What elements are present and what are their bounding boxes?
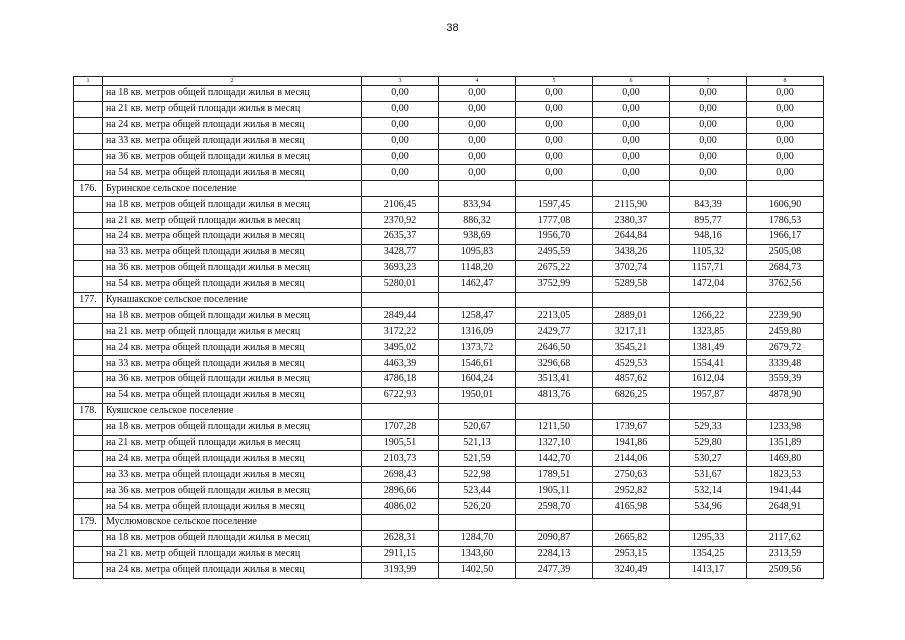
value-cell: 0,00 [516,117,593,133]
row-label: на 36 кв. метров общей площади жилья в месяц [103,149,362,165]
empty-cell [74,229,103,245]
value-cell: 1612,04 [670,372,747,388]
value-cell: 938,69 [439,229,516,245]
value-cell: 5280,01 [362,276,439,292]
value-cell: 2911,15 [362,546,439,562]
value-cell: 2679,72 [747,340,824,356]
row-label: на 33 кв. метра общей площади жилья в месяц [103,356,362,372]
empty-cell [74,244,103,260]
row-label: на 36 кв. метров общей площади жилья в месяц [103,483,362,499]
value-cell: 0,00 [439,101,516,117]
value-cell: 0,00 [593,165,670,181]
value-cell: 0,00 [439,149,516,165]
value-cell: 1554,41 [670,356,747,372]
empty-cell [74,387,103,403]
row-label: на 54 кв. метра общей площади жилья в месяц [103,499,362,515]
table-row [74,356,824,372]
page-number: 38 [446,22,459,34]
value-cell: 895,77 [670,213,747,229]
value-cell: 0,00 [362,133,439,149]
value-cell: 0,00 [670,101,747,117]
table-row [74,197,824,213]
table-row [74,86,824,102]
table-row [74,308,824,324]
value-cell: 526,20 [439,499,516,515]
value-cell: 2380,37 [593,213,670,229]
value-cell: 1233,98 [747,419,824,435]
group-index: 177. [74,292,103,308]
value-cell: 3193,99 [362,562,439,578]
value-cell: 1095,83 [439,244,516,260]
value-cell: 2313,59 [747,546,824,562]
value-cell: 2117,62 [747,530,824,546]
value-cell: 1546,61 [439,356,516,372]
value-cell: 532,14 [670,483,747,499]
empty-cell [74,483,103,499]
value-cell: 2459,80 [747,324,824,340]
empty-cell [74,260,103,276]
value-cell: 6826,25 [593,387,670,403]
value-cell: 0,00 [593,117,670,133]
value-cell: 1957,87 [670,387,747,403]
value-cell: 0,00 [747,133,824,149]
value-cell: 4529,53 [593,356,670,372]
column-number: 5 [516,77,593,86]
empty-cell [74,197,103,213]
value-cell: 0,00 [439,133,516,149]
empty-cell [516,515,593,531]
value-cell: 1469,80 [747,451,824,467]
value-cell: 2698,43 [362,467,439,483]
value-cell: 3339,48 [747,356,824,372]
table-row [74,451,824,467]
value-cell: 0,00 [439,165,516,181]
value-cell: 886,32 [439,213,516,229]
value-cell: 3495,02 [362,340,439,356]
value-cell: 1351,89 [747,435,824,451]
column-number: 3 [362,77,439,86]
value-cell: 1777,08 [516,213,593,229]
empty-cell [593,181,670,197]
table-row [74,372,824,388]
empty-cell [439,515,516,531]
value-cell: 1148,20 [439,260,516,276]
value-cell: 0,00 [747,101,824,117]
value-cell: 0,00 [362,101,439,117]
value-cell: 0,00 [670,133,747,149]
value-cell: 1739,67 [593,419,670,435]
table-row [74,165,824,181]
value-cell: 3702,74 [593,260,670,276]
value-cell: 531,67 [670,467,747,483]
group-index: 178. [74,403,103,419]
table-row [74,340,824,356]
value-cell: 3240,49 [593,562,670,578]
row-label: на 21 кв. метр общей площади жилья в месяц [103,546,362,562]
empty-cell [74,133,103,149]
value-cell: 2598,70 [516,499,593,515]
value-cell: 0,00 [593,149,670,165]
empty-cell [747,403,824,419]
empty-cell [74,324,103,340]
table-row [74,133,824,149]
value-cell: 948,16 [670,229,747,245]
empty-cell [439,181,516,197]
empty-cell [74,276,103,292]
empty-cell [74,530,103,546]
value-cell: 0,00 [747,117,824,133]
value-cell: 0,00 [670,117,747,133]
value-cell: 1354,25 [670,546,747,562]
value-cell: 0,00 [593,101,670,117]
value-cell: 2213,05 [516,308,593,324]
value-cell: 6722,93 [362,387,439,403]
row-label: на 18 кв. метров общей площади жилья в месяц [103,419,362,435]
value-cell: 2505,08 [747,244,824,260]
table-row [74,101,824,117]
row-label: на 21 кв. метр общей площади жилья в месяц [103,101,362,117]
value-cell: 3752,99 [516,276,593,292]
value-cell: 1950,01 [439,387,516,403]
table-row [74,276,824,292]
value-cell: 1323,85 [670,324,747,340]
table-row [74,260,824,276]
value-cell: 1327,10 [516,435,593,451]
value-cell: 1597,45 [516,197,593,213]
row-label: на 54 кв. метра общей площади жилья в месяц [103,387,362,403]
value-cell: 0,00 [516,86,593,102]
value-cell: 4878,90 [747,387,824,403]
value-cell: 1966,17 [747,229,824,245]
group-index: 176. [74,181,103,197]
empty-cell [670,403,747,419]
value-cell: 1604,24 [439,372,516,388]
value-cell: 3172,22 [362,324,439,340]
table-row [74,324,824,340]
value-cell: 4086,02 [362,499,439,515]
table-row [74,499,824,515]
value-cell: 3559,39 [747,372,824,388]
value-cell: 1789,51 [516,467,593,483]
value-cell: 2106,45 [362,197,439,213]
empty-cell [670,181,747,197]
value-cell: 2889,01 [593,308,670,324]
empty-cell [747,515,824,531]
empty-cell [74,117,103,133]
value-cell: 1956,70 [516,229,593,245]
table-row [74,530,824,546]
value-cell: 522,98 [439,467,516,483]
column-number: 8 [747,77,824,86]
value-cell: 1905,51 [362,435,439,451]
empty-cell [362,515,439,531]
value-cell: 0,00 [747,165,824,181]
column-number: 2 [103,77,362,86]
value-cell: 2477,39 [516,562,593,578]
value-cell: 843,39 [670,197,747,213]
empty-cell [74,165,103,181]
value-cell: 2896,66 [362,483,439,499]
empty-cell [74,499,103,515]
table-row [74,467,824,483]
row-label: на 18 кв. метров общей площади жилья в месяц [103,197,362,213]
empty-cell [74,308,103,324]
value-cell: 1462,47 [439,276,516,292]
row-label: на 24 кв. метра общей площади жилья в месяц [103,451,362,467]
value-cell: 2750,63 [593,467,670,483]
empty-cell [516,292,593,308]
value-cell: 1402,50 [439,562,516,578]
table-row [74,244,824,260]
value-cell: 3693,23 [362,260,439,276]
value-cell: 1472,04 [670,276,747,292]
value-cell: 0,00 [516,165,593,181]
value-cell: 2644,84 [593,229,670,245]
empty-cell [670,292,747,308]
empty-cell [74,451,103,467]
value-cell: 0,00 [516,101,593,117]
value-cell: 2646,50 [516,340,593,356]
value-cell: 534,96 [670,499,747,515]
value-cell: 530,27 [670,451,747,467]
table-row [74,562,824,578]
row-label: на 21 кв. метр общей площади жилья в месяц [103,324,362,340]
group-index: 179. [74,515,103,531]
value-cell: 4165,98 [593,499,670,515]
value-cell: 0,00 [362,165,439,181]
empty-cell [362,181,439,197]
empty-cell [593,292,670,308]
value-cell: 1105,32 [670,244,747,260]
value-cell: 1373,72 [439,340,516,356]
group-row [74,181,824,197]
value-cell: 1941,86 [593,435,670,451]
value-cell: 521,13 [439,435,516,451]
value-cell: 2665,82 [593,530,670,546]
value-cell: 0,00 [670,149,747,165]
row-label: на 21 кв. метр общей площади жилья в месяц [103,213,362,229]
value-cell: 529,33 [670,419,747,435]
row-label: на 24 кв. метра общей площади жилья в месяц [103,340,362,356]
empty-cell [439,292,516,308]
row-label: на 54 кв. метра общей площади жилья в месяц [103,276,362,292]
value-cell: 2284,13 [516,546,593,562]
column-number: 4 [439,77,516,86]
row-label: на 36 кв. метров общей площади жилья в месяц [103,260,362,276]
value-cell: 1707,28 [362,419,439,435]
empty-cell [74,435,103,451]
row-label: на 33 кв. метра общей площади жилья в месяц [103,244,362,260]
value-cell: 0,00 [516,133,593,149]
value-cell: 1905,11 [516,483,593,499]
value-cell: 4813,76 [516,387,593,403]
table-row [74,213,824,229]
table-row [74,229,824,245]
table-row [74,435,824,451]
tariff-table [73,76,824,579]
value-cell: 3296,68 [516,356,593,372]
value-cell: 1284,70 [439,530,516,546]
row-label: на 24 кв. метра общей площади жилья в месяц [103,117,362,133]
value-cell: 2509,56 [747,562,824,578]
column-number: 7 [670,77,747,86]
empty-cell [670,515,747,531]
empty-cell [74,340,103,356]
empty-cell [74,467,103,483]
value-cell: 2370,92 [362,213,439,229]
empty-cell [74,213,103,229]
table-body [74,77,824,579]
value-cell: 0,00 [670,165,747,181]
value-cell: 3428,77 [362,244,439,260]
value-cell: 1381,49 [670,340,747,356]
row-label: на 33 кв. метра общей площади жилья в месяц [103,467,362,483]
empty-cell [74,149,103,165]
value-cell: 0,00 [670,86,747,102]
table-row [74,546,824,562]
value-cell: 1413,17 [670,562,747,578]
value-cell: 2429,77 [516,324,593,340]
value-cell: 2628,31 [362,530,439,546]
column-number: 1 [74,77,103,86]
value-cell: 1786,53 [747,213,824,229]
value-cell: 0,00 [362,149,439,165]
value-cell: 2115,90 [593,197,670,213]
value-cell: 2684,73 [747,260,824,276]
value-cell: 2675,22 [516,260,593,276]
value-cell: 1266,22 [670,308,747,324]
empty-cell [74,546,103,562]
empty-cell [593,403,670,419]
value-cell: 2103,73 [362,451,439,467]
value-cell: 1295,33 [670,530,747,546]
value-cell: 1823,53 [747,467,824,483]
group-title: Кунашакское сельское поселение [103,292,362,308]
empty-cell [439,403,516,419]
empty-cell [747,181,824,197]
value-cell: 2495,59 [516,244,593,260]
value-cell: 2090,87 [516,530,593,546]
value-cell: 0,00 [362,117,439,133]
empty-cell [74,101,103,117]
row-label: на 18 кв. метров общей площади жилья в месяц [103,530,362,546]
empty-cell [74,419,103,435]
value-cell: 833,94 [439,197,516,213]
value-cell: 3545,21 [593,340,670,356]
group-title: Куяшское сельское поселение [103,403,362,419]
value-cell: 1157,71 [670,260,747,276]
empty-cell [362,292,439,308]
row-label: на 24 кв. метра общей площади жилья в месяц [103,562,362,578]
value-cell: 1343,60 [439,546,516,562]
table-row [74,117,824,133]
empty-cell [74,86,103,102]
table-row [74,483,824,499]
group-title: Буринское сельское поселение [103,181,362,197]
value-cell: 5289,58 [593,276,670,292]
value-cell: 0,00 [593,133,670,149]
value-cell: 2648,91 [747,499,824,515]
value-cell: 2144,06 [593,451,670,467]
value-cell: 4786,18 [362,372,439,388]
value-cell: 529,80 [670,435,747,451]
value-cell: 0,00 [516,149,593,165]
group-row [74,403,824,419]
value-cell: 0,00 [439,117,516,133]
value-cell: 0,00 [747,149,824,165]
value-cell: 3762,56 [747,276,824,292]
value-cell: 523,44 [439,483,516,499]
table-row [74,149,824,165]
empty-cell [593,515,670,531]
row-label: на 54 кв. метра общей площади жилья в месяц [103,165,362,181]
row-label: на 24 кв. метра общей площади жилья в месяц [103,229,362,245]
row-label: на 36 кв. метров общей площади жилья в месяц [103,372,362,388]
value-cell: 1316,09 [439,324,516,340]
group-row [74,292,824,308]
empty-cell [362,403,439,419]
table-row [74,419,824,435]
value-cell: 4463,39 [362,356,439,372]
value-cell: 2953,15 [593,546,670,562]
value-cell: 521,59 [439,451,516,467]
empty-cell [74,372,103,388]
value-cell: 1211,50 [516,419,593,435]
row-label: на 33 кв. метра общей площади жилья в месяц [103,133,362,149]
empty-cell [747,292,824,308]
row-label: на 18 кв. метров общей площади жилья в месяц [103,86,362,102]
empty-cell [516,403,593,419]
value-cell: 0,00 [439,86,516,102]
value-cell: 2635,37 [362,229,439,245]
column-number: 6 [593,77,670,86]
value-cell: 4857,62 [593,372,670,388]
empty-cell [74,562,103,578]
value-cell: 1606,90 [747,197,824,213]
value-cell: 3217,11 [593,324,670,340]
value-cell: 1941,44 [747,483,824,499]
empty-cell [516,181,593,197]
empty-cell [74,356,103,372]
value-cell: 0,00 [362,86,439,102]
column-number-row [74,77,824,86]
value-cell: 1442,70 [516,451,593,467]
value-cell: 520,67 [439,419,516,435]
value-cell: 0,00 [747,86,824,102]
value-cell: 1258,47 [439,308,516,324]
value-cell: 3513,41 [516,372,593,388]
value-cell: 2849,44 [362,308,439,324]
group-row [74,515,824,531]
value-cell: 2952,82 [593,483,670,499]
group-title: Муслюмовское сельское поселение [103,515,362,531]
row-label: на 18 кв. метров общей площади жилья в месяц [103,308,362,324]
value-cell: 2239,90 [747,308,824,324]
value-cell: 0,00 [593,86,670,102]
table-row [74,387,824,403]
value-cell: 3438,26 [593,244,670,260]
row-label: на 21 кв. метр общей площади жилья в месяц [103,435,362,451]
